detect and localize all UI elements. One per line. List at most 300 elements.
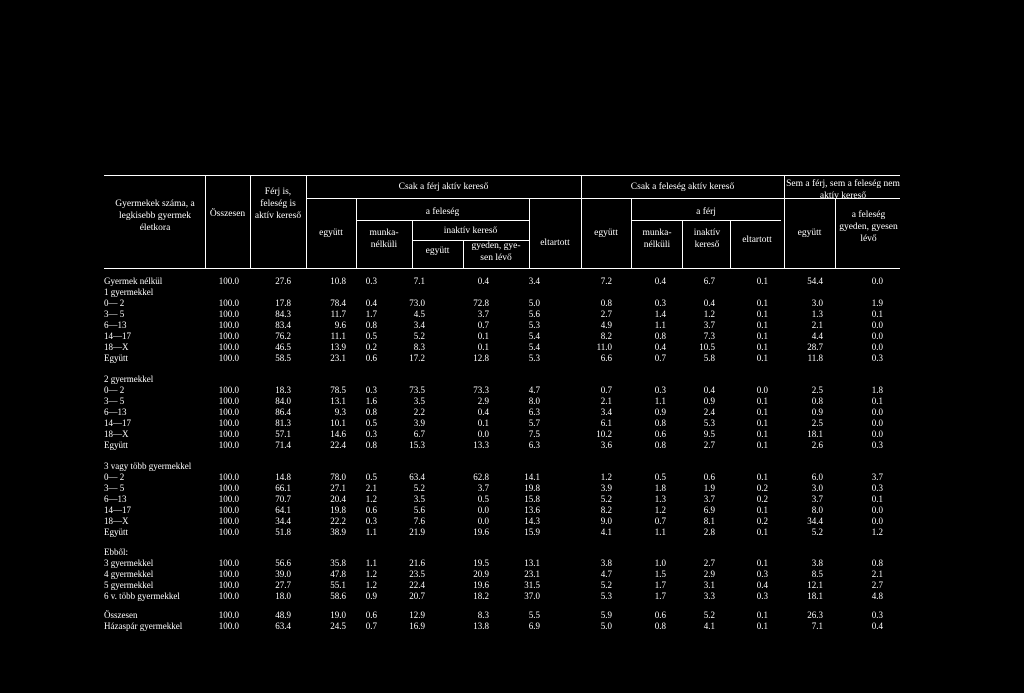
row-value: 0.3 (365, 429, 377, 439)
row-value: 2.8 (703, 527, 715, 537)
row-value: 0.3 (871, 483, 883, 493)
row-value: 1.8 (871, 385, 883, 395)
row-value: 0.1 (756, 621, 768, 631)
row-value: 100.0 (218, 407, 239, 417)
row-value: 17.2 (409, 353, 425, 363)
row-value: 0.6 (703, 472, 715, 482)
row-value: 8.0 (528, 396, 540, 406)
row-value: 0.1 (756, 418, 768, 428)
row-value: 0.6 (654, 610, 666, 620)
table-row (0, 385, 1024, 396)
table-row (0, 396, 1024, 407)
row-value: 23.1 (330, 353, 346, 363)
row-value: 6.3 (528, 407, 540, 417)
row-value: 23.5 (409, 569, 425, 579)
header-on-childcare: gyeden, gye- sen lévő (471, 241, 521, 263)
table-row (0, 580, 1024, 591)
row-value: 3.4 (600, 407, 612, 417)
row-value: 86.4 (275, 407, 291, 417)
table-row (0, 418, 1024, 429)
row-value: 0.1 (871, 494, 883, 504)
row-value: 73.0 (409, 298, 425, 308)
row-value: 84.0 (275, 396, 291, 406)
row-value: 0.8 (811, 396, 823, 406)
row-value: 0.3 (365, 276, 377, 286)
row-value: 0.2 (756, 483, 768, 493)
row-label: 3 gyermekkel (104, 558, 154, 568)
row-value: 12.9 (409, 610, 425, 620)
row-value: 16.9 (409, 621, 425, 631)
row-value: 5.6 (413, 505, 425, 515)
row-value: 0.1 (756, 407, 768, 417)
row-value: 100.0 (218, 440, 239, 450)
row-value: 10.8 (330, 276, 346, 286)
row-value: 0.4 (654, 342, 666, 352)
row-value: 100.0 (218, 353, 239, 363)
row-value: 7.6 (413, 516, 425, 526)
row-value: 34.4 (275, 516, 291, 526)
row-value: 100.0 (218, 385, 239, 395)
row-value: 3.4 (413, 320, 425, 330)
table-row (0, 527, 1024, 538)
row-value: 7.1 (413, 276, 425, 286)
row-value: 39.0 (275, 569, 291, 579)
row-value: 51.8 (275, 527, 291, 537)
row-label: 3— 5 (104, 483, 125, 493)
row-value: 3.7 (477, 483, 489, 493)
row-value: 13.9 (330, 342, 346, 352)
section-label: 2 gyermekkel (104, 374, 154, 384)
row-value: 4.5 (413, 309, 425, 319)
row-value: 1.2 (365, 580, 377, 590)
row-value: 0.3 (654, 385, 666, 395)
header-inactive-earner: inaktív kereső (443, 226, 498, 236)
row-value: 100.0 (218, 558, 239, 568)
row-value: 47.8 (330, 569, 346, 579)
row-value: 1.2 (654, 505, 666, 515)
row-value: 0.3 (756, 591, 768, 601)
row-value: 31.5 (524, 580, 540, 590)
row-value: 0.1 (756, 309, 768, 319)
row-value: 5.5 (528, 610, 540, 620)
row-value: 1.9 (871, 298, 883, 308)
row-value: 1.5 (654, 569, 666, 579)
row-value: 0.8 (365, 320, 377, 330)
row-value: 0.1 (871, 309, 883, 319)
row-value: 13.6 (524, 505, 540, 515)
header-the-husband: a férj (696, 207, 716, 217)
row-value: 13.1 (330, 396, 346, 406)
row-value: 24.5 (330, 621, 346, 631)
row-value: 100.0 (218, 610, 239, 620)
row-value: 2.1 (600, 396, 612, 406)
row-value: 0.1 (756, 429, 768, 439)
row-value: 66.1 (275, 483, 291, 493)
row-value: 3.4 (528, 276, 540, 286)
row-label: 6—13 (104, 407, 127, 417)
row-value: 0.1 (756, 298, 768, 308)
row-label: Összesen (104, 610, 138, 620)
row-value: 11.1 (330, 331, 346, 341)
row-value: 5.8 (703, 353, 715, 363)
row-label: 14—17 (104, 331, 131, 341)
section-label: 1 gyermekkel (104, 287, 154, 297)
row-value: 0.7 (654, 353, 666, 363)
row-value: 0.2 (756, 516, 768, 526)
row-value: 0.1 (477, 418, 489, 428)
row-label: 3— 5 (104, 309, 125, 319)
row-value: 0.4 (756, 580, 768, 590)
row-value: 2.6 (811, 440, 823, 450)
row-value: 5.2 (413, 483, 425, 493)
row-value: 0.1 (477, 331, 489, 341)
row-value: 5.2 (600, 494, 612, 504)
row-value: 5.4 (528, 342, 540, 352)
row-value: 0.0 (871, 407, 883, 417)
row-label: 18—X (104, 516, 129, 526)
row-value: 6.9 (528, 621, 540, 631)
row-value: 0.4 (477, 276, 489, 286)
row-value: 21.9 (409, 527, 425, 537)
row-value: 100.0 (218, 591, 239, 601)
row-value: 18.1 (807, 591, 823, 601)
row-value: 27.7 (275, 580, 291, 590)
row-value: 1.2 (600, 472, 612, 482)
row-value: 35.8 (330, 558, 346, 568)
row-value: 1.4 (654, 309, 666, 319)
row-value: 4.1 (600, 527, 612, 537)
row-value: 100.0 (218, 527, 239, 537)
row-value: 2.5 (811, 418, 823, 428)
table-row (0, 440, 1024, 451)
row-value: 0.3 (871, 610, 883, 620)
row-value: 0.8 (600, 298, 612, 308)
divider (784, 175, 785, 268)
row-value: 0.0 (871, 276, 883, 286)
row-value: 18.1 (807, 429, 823, 439)
row-value: 0.5 (365, 472, 377, 482)
row-value: 0.4 (654, 276, 666, 286)
row-value: 5.3 (703, 418, 715, 428)
row-value: 0.1 (756, 276, 768, 286)
row-value: 78.0 (330, 472, 346, 482)
row-value: 1.1 (654, 396, 666, 406)
row-value: 8.3 (477, 610, 489, 620)
row-value: 46.5 (275, 342, 291, 352)
header-together-sub: együtt (425, 246, 450, 256)
header-together: együtt (319, 228, 343, 238)
table-row (0, 621, 1024, 632)
row-value: 0.3 (756, 569, 768, 579)
row-value: 13.8 (473, 621, 489, 631)
table-row (0, 516, 1024, 527)
row-value: 13.1 (524, 558, 540, 568)
header-together-wife: együtt (594, 228, 618, 238)
row-value: 14.1 (524, 472, 540, 482)
row-value: 2.4 (703, 407, 715, 417)
row-value: 1.7 (654, 580, 666, 590)
row-value: 7.2 (600, 276, 612, 286)
row-value: 100.0 (218, 472, 239, 482)
header-the-wife: a feleség (425, 207, 460, 217)
row-value: 0.4 (365, 298, 377, 308)
header-total: Összesen (209, 209, 246, 219)
row-value: 18.2 (473, 591, 489, 601)
row-value: 100.0 (218, 320, 239, 330)
section-label: Ebből: (104, 547, 128, 557)
row-value: 58.6 (330, 591, 346, 601)
row-value: 4.4 (811, 331, 823, 341)
row-value: 18.0 (275, 591, 291, 601)
row-value: 0.6 (365, 353, 377, 363)
row-value: 2.7 (703, 440, 715, 450)
row-value: 8.1 (703, 516, 715, 526)
row-value: 10.5 (699, 342, 715, 352)
row-value: 21.6 (409, 558, 425, 568)
row-value: 0.1 (756, 505, 768, 515)
row-value: 0.3 (871, 440, 883, 450)
row-value: 0.8 (654, 418, 666, 428)
table-row (0, 494, 1024, 505)
row-value: 0.6 (654, 429, 666, 439)
row-label: Házaspár gyermekkel (104, 621, 183, 631)
row-value: 15.9 (524, 527, 540, 537)
row-value: 0.4 (703, 385, 715, 395)
row-value: 1.7 (365, 309, 377, 319)
row-value: 3.7 (703, 320, 715, 330)
subgroup-rule (631, 220, 781, 221)
row-value: 0.4 (703, 298, 715, 308)
row-value: 0.8 (654, 621, 666, 631)
row-value: 0.5 (365, 418, 377, 428)
table-row (0, 610, 1024, 621)
row-value: 1.2 (365, 569, 377, 579)
row-value: 0.1 (756, 440, 768, 450)
row-value: 3.7 (703, 494, 715, 504)
row-value: 0.2 (365, 342, 377, 352)
row-value: 1.3 (811, 309, 823, 319)
row-value: 0.4 (477, 407, 489, 417)
row-value: 63.4 (275, 621, 291, 631)
row-value: 4.1 (703, 621, 715, 631)
row-value: 100.0 (218, 569, 239, 579)
row-value: 0.1 (871, 396, 883, 406)
row-value: 5.3 (528, 353, 540, 363)
row-value: 76.2 (275, 331, 291, 341)
row-value: 20.9 (473, 569, 489, 579)
row-value: 55.1 (330, 580, 346, 590)
row-value: 19.8 (330, 505, 346, 515)
row-label: 0— 2 (104, 298, 125, 308)
row-value: 0.8 (871, 558, 883, 568)
row-value: 37.0 (524, 591, 540, 601)
row-value: 0.1 (756, 472, 768, 482)
row-label: 18—X (104, 342, 129, 352)
row-value: 0.0 (871, 505, 883, 515)
row-label: Gyermek nélkül (104, 276, 163, 286)
row-value: 58.5 (275, 353, 291, 363)
header-unemployed: munka- nélküli (369, 228, 399, 250)
row-value: 11.0 (596, 342, 612, 352)
table-row (0, 298, 1024, 309)
subgroup-rule (356, 220, 529, 221)
table-row (0, 569, 1024, 580)
row-value: 100.0 (218, 418, 239, 428)
row-value: 18.3 (275, 385, 291, 395)
row-value: 3.7 (811, 494, 823, 504)
row-value: 70.7 (275, 494, 291, 504)
row-value: 1.0 (654, 558, 666, 568)
table-row (0, 483, 1024, 494)
row-value: 7.3 (703, 331, 715, 341)
row-value: 3.9 (600, 483, 612, 493)
row-value: 14.8 (275, 472, 291, 482)
table-row (0, 505, 1024, 516)
row-value: 1.1 (654, 320, 666, 330)
row-value: 81.3 (275, 418, 291, 428)
row-label: 14—17 (104, 418, 131, 428)
row-value: 5.2 (811, 527, 823, 537)
row-value: 1.2 (871, 527, 883, 537)
divider (205, 175, 206, 268)
header-both-active: Férj is, feleség is aktív kereső (254, 187, 302, 221)
row-value: 0.5 (654, 472, 666, 482)
row-value: 2.7 (871, 580, 883, 590)
row-value: 2.1 (871, 569, 883, 579)
row-value: 0.1 (756, 527, 768, 537)
row-label: 4 gyermekkel (104, 569, 154, 579)
row-value: 5.4 (528, 331, 540, 341)
row-value: 3.5 (413, 396, 425, 406)
row-value: 0.9 (811, 407, 823, 417)
row-value: 12.1 (807, 580, 823, 590)
row-value: 9.6 (334, 320, 346, 330)
row-value: 27.1 (330, 483, 346, 493)
row-value: 4.8 (871, 591, 883, 601)
row-value: 73.3 (473, 385, 489, 395)
row-value: 0.7 (477, 320, 489, 330)
table-row (0, 353, 1024, 364)
row-value: 100.0 (218, 331, 239, 341)
row-value: 0.1 (756, 331, 768, 341)
row-value: 3.8 (811, 558, 823, 568)
row-label: 0— 2 (104, 385, 125, 395)
row-value: 2.9 (703, 569, 715, 579)
row-value: 0.7 (365, 621, 377, 631)
row-value: 0.6 (365, 610, 377, 620)
row-value: 0.6 (365, 505, 377, 515)
row-value: 2.1 (811, 320, 823, 330)
row-value: 3.5 (413, 494, 425, 504)
header-unemployed-husband: munka- nélküli (642, 228, 672, 250)
row-value: 0.1 (756, 610, 768, 620)
header-neither-active: Sem a férj, sem a feleség nem aktív kereső (786, 179, 900, 201)
row-value: 0.1 (756, 558, 768, 568)
row-value: 0.0 (871, 418, 883, 428)
table-row (0, 331, 1024, 342)
row-value: 0.3 (654, 298, 666, 308)
row-value: 4.9 (600, 320, 612, 330)
row-label: Együtt (104, 353, 128, 363)
row-value: 3.9 (413, 418, 425, 428)
row-value: 0.7 (600, 385, 612, 395)
section-label: 3 vagy több gyermekkel (104, 461, 192, 471)
row-value: 5.2 (600, 580, 612, 590)
row-label: 14—17 (104, 505, 131, 515)
row-value: 1.6 (365, 396, 377, 406)
table-row (0, 407, 1024, 418)
table-row (0, 429, 1024, 440)
row-value: 2.9 (477, 396, 489, 406)
row-value: 78.5 (330, 385, 346, 395)
row-value: 100.0 (218, 505, 239, 515)
row-value: 8.0 (811, 505, 823, 515)
row-label: Együtt (104, 527, 128, 537)
row-value: 100.0 (218, 342, 239, 352)
row-value: 3.0 (811, 298, 823, 308)
row-value: 72.8 (473, 298, 489, 308)
row-value: 0.0 (871, 429, 883, 439)
row-value: 2.7 (703, 558, 715, 568)
row-value: 22.4 (330, 440, 346, 450)
row-value: 6.3 (528, 440, 540, 450)
row-value: 28.7 (807, 342, 823, 352)
row-value: 9.0 (600, 516, 612, 526)
row-value: 20.7 (409, 591, 425, 601)
divider (463, 240, 464, 268)
header-together-none: együtt (797, 228, 822, 238)
row-value: 0.1 (756, 342, 768, 352)
row-value: 10.2 (596, 429, 612, 439)
row-value: 64.1 (275, 505, 291, 515)
row-value: 0.5 (477, 494, 489, 504)
row-value: 100.0 (218, 396, 239, 406)
row-label: 18—X (104, 429, 129, 439)
row-value: 100.0 (218, 580, 239, 590)
row-value: 0.0 (871, 516, 883, 526)
row-value: 9.5 (703, 429, 715, 439)
row-label: 0— 2 (104, 472, 125, 482)
row-value: 4.7 (600, 569, 612, 579)
row-value: 8.2 (600, 505, 612, 515)
row-value: 100.0 (218, 483, 239, 493)
row-value: 63.4 (409, 472, 425, 482)
row-value: 5.0 (528, 298, 540, 308)
row-value: 19.8 (524, 483, 540, 493)
row-value: 1.2 (365, 494, 377, 504)
row-value: 2.1 (365, 483, 377, 493)
row-value: 100.0 (218, 621, 239, 631)
row-value: 3.1 (703, 580, 715, 590)
header-dependent-husband: eltartott (742, 235, 772, 245)
row-value: 0.0 (477, 505, 489, 515)
table-row (0, 320, 1024, 331)
row-value: 6.1 (600, 418, 612, 428)
row-value: 5.7 (528, 418, 540, 428)
row-value: 0.0 (756, 385, 768, 395)
row-value: 19.6 (473, 527, 489, 537)
row-value: 26.3 (807, 610, 823, 620)
row-value: 1.9 (703, 483, 715, 493)
row-value: 17.8 (275, 298, 291, 308)
row-value: 22.2 (330, 516, 346, 526)
row-value: 15.8 (524, 494, 540, 504)
row-value: 0.8 (365, 407, 377, 417)
divider (682, 220, 683, 268)
divider (529, 198, 530, 268)
row-value: 14.6 (330, 429, 346, 439)
row-value: 19.0 (330, 610, 346, 620)
